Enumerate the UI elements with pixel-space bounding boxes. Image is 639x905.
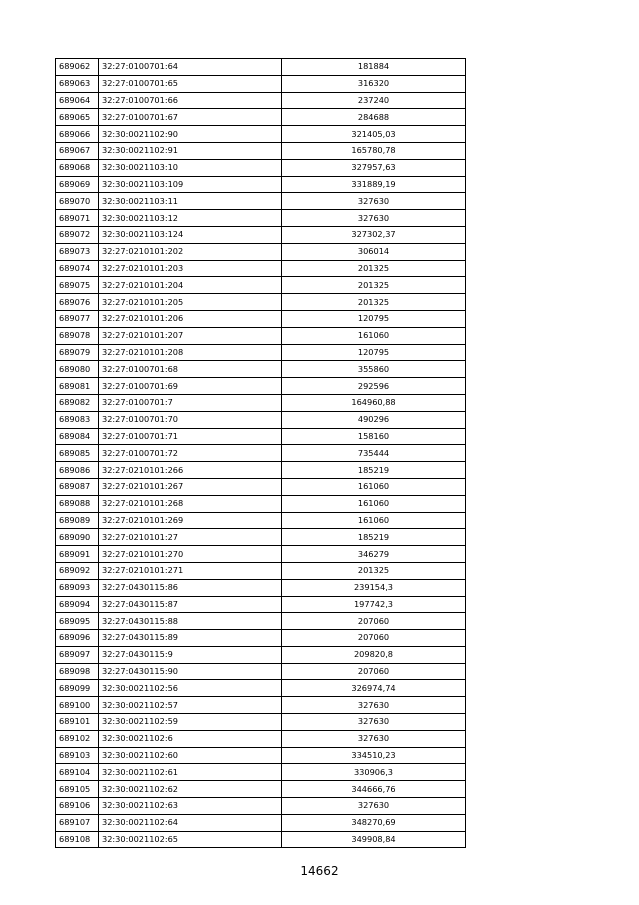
value-cell: 185219 [282,462,466,479]
row-number-cell: 689105 [56,781,99,798]
cadastral-number-cell: 32:27:0210101:208 [99,344,282,361]
row-number-cell: 689077 [56,310,99,327]
cadastral-number-cell: 32:27:0100701:68 [99,361,282,378]
table-row [56,126,466,143]
row-number-cell: 689073 [56,243,99,260]
table-row [56,680,466,697]
cadastral-number-cell: 32:27:0100701:7 [99,394,282,411]
value-cell: 120795 [282,344,466,361]
table-row [56,361,466,378]
value-cell: 209820,8 [282,646,466,663]
table-body [56,59,466,848]
cadastral-number-cell: 32:30:0021103:10 [99,159,282,176]
table-row [56,630,466,647]
row-number-cell: 689089 [56,512,99,529]
cadastral-number-cell: 32:27:0210101:27 [99,529,282,546]
table-row [56,310,466,327]
table-row [56,394,466,411]
cadastral-number-cell: 32:27:0100701:65 [99,75,282,92]
row-number-cell: 689068 [56,159,99,176]
cadastral-number-cell: 32:27:0100701:66 [99,92,282,109]
cadastral-number-cell: 32:30:0021102:63 [99,798,282,815]
cadastral-number-cell: 32:30:0021102:57 [99,697,282,714]
value-cell: 321405,03 [282,126,466,143]
value-cell: 349908,84 [282,831,466,848]
row-number-cell: 689070 [56,193,99,210]
table-row [56,159,466,176]
row-number-cell: 689067 [56,142,99,159]
table-row [56,646,466,663]
table-row [56,193,466,210]
row-number-cell: 689071 [56,210,99,227]
table-row [56,462,466,479]
value-cell: 326974,74 [282,680,466,697]
row-number-cell: 689088 [56,495,99,512]
value-cell: 348270,69 [282,814,466,831]
value-cell: 327630 [282,697,466,714]
cadastral-number-cell: 32:30:0021102:65 [99,831,282,848]
table-row [56,445,466,462]
table-row [56,613,466,630]
value-cell: 346279 [282,546,466,563]
cadastral-number-cell: 32:27:0210101:205 [99,294,282,311]
value-cell: 327630 [282,210,466,227]
table-row [56,798,466,815]
table-row [56,277,466,294]
cadastral-number-cell: 32:27:0100701:69 [99,378,282,395]
value-cell: 185219 [282,529,466,546]
cadastral-number-cell: 32:27:0210101:266 [99,462,282,479]
row-number-cell: 689091 [56,546,99,563]
row-number-cell: 689081 [56,378,99,395]
row-number-cell: 689074 [56,260,99,277]
cadastral-number-cell: 32:27:0430115:89 [99,630,282,647]
value-cell: 164960,88 [282,394,466,411]
cadastral-number-cell: 32:27:0210101:269 [99,512,282,529]
table-row [56,109,466,126]
value-cell: 327630 [282,714,466,731]
row-number-cell: 689084 [56,428,99,445]
row-number-cell: 689101 [56,714,99,731]
table-row [56,814,466,831]
cadastral-number-cell: 32:27:0430115:90 [99,663,282,680]
table-row [56,764,466,781]
row-number-cell: 689066 [56,126,99,143]
cadastral-number-cell: 32:27:0100701:67 [99,109,282,126]
table-row [56,294,466,311]
table-row [56,260,466,277]
value-cell: 161060 [282,327,466,344]
value-cell: 331889,19 [282,176,466,193]
row-number-cell: 689099 [56,680,99,697]
cadastral-number-cell: 32:30:0021103:109 [99,176,282,193]
table-row [56,579,466,596]
row-number-cell: 689085 [56,445,99,462]
cadastral-number-cell: 32:27:0210101:271 [99,562,282,579]
value-cell: 327957,63 [282,159,466,176]
table-row [56,596,466,613]
row-number-cell: 689093 [56,579,99,596]
value-cell: 327630 [282,193,466,210]
cadastral-number-cell: 32:30:0021102:64 [99,814,282,831]
row-number-cell: 689062 [56,59,99,76]
table-row [56,714,466,731]
value-cell: 327302,37 [282,226,466,243]
row-number-cell: 689096 [56,630,99,647]
table-row [56,243,466,260]
cadastral-number-cell: 32:27:0210101:270 [99,546,282,563]
row-number-cell: 689106 [56,798,99,815]
row-number-cell: 689083 [56,411,99,428]
cadastral-number-cell: 32:27:0210101:202 [99,243,282,260]
cadastral-number-cell: 32:27:0430115:9 [99,646,282,663]
table-row [56,747,466,764]
row-number-cell: 689069 [56,176,99,193]
table-row [56,327,466,344]
value-cell: 334510,23 [282,747,466,764]
row-number-cell: 689082 [56,394,99,411]
table-row [56,176,466,193]
value-cell: 161060 [282,512,466,529]
row-number-cell: 689095 [56,613,99,630]
value-cell: 327630 [282,798,466,815]
row-number-cell: 689108 [56,831,99,848]
page-number: 14662 [300,864,339,878]
table-row [56,75,466,92]
table-row [56,831,466,848]
cadastral-number-cell: 32:27:0100701:71 [99,428,282,445]
table-row [56,210,466,227]
table-row [56,781,466,798]
row-number-cell: 689102 [56,730,99,747]
table-row [56,663,466,680]
value-cell: 165780,78 [282,142,466,159]
value-cell: 158160 [282,428,466,445]
value-cell: 284688 [282,109,466,126]
value-cell: 355860 [282,361,466,378]
row-number-cell: 689078 [56,327,99,344]
cadastral-number-cell: 32:27:0210101:207 [99,327,282,344]
value-cell: 292596 [282,378,466,395]
cadastral-number-cell: 32:30:0021102:91 [99,142,282,159]
cadastral-number-cell: 32:30:0021102:6 [99,730,282,747]
cadastral-number-cell: 32:27:0210101:268 [99,495,282,512]
cadastral-number-cell: 32:27:0210101:204 [99,277,282,294]
value-cell: 735444 [282,445,466,462]
table-row [56,546,466,563]
value-cell: 201325 [282,294,466,311]
table-row [56,529,466,546]
cadastral-number-cell: 32:30:0021102:60 [99,747,282,764]
row-number-cell: 689104 [56,764,99,781]
cadastral-number-cell: 32:30:0021102:56 [99,680,282,697]
cadastral-number-cell: 32:30:0021102:62 [99,781,282,798]
table-row [56,512,466,529]
row-number-cell: 689076 [56,294,99,311]
value-cell: 330906,3 [282,764,466,781]
value-cell: 207060 [282,613,466,630]
value-cell: 197742,3 [282,596,466,613]
table-row [56,378,466,395]
table-row [56,344,466,361]
cadastral-number-cell: 32:27:0210101:267 [99,478,282,495]
table-row [56,411,466,428]
value-cell: 201325 [282,260,466,277]
value-cell: 239154,3 [282,579,466,596]
cadastral-number-cell: 32:27:0100701:70 [99,411,282,428]
table-row [56,697,466,714]
row-number-cell: 689063 [56,75,99,92]
value-cell: 207060 [282,663,466,680]
value-cell: 161060 [282,495,466,512]
value-cell: 327630 [282,730,466,747]
value-cell: 120795 [282,310,466,327]
table-row [56,495,466,512]
table-row [56,562,466,579]
row-number-cell: 689079 [56,344,99,361]
table-row [56,226,466,243]
table-row [56,478,466,495]
cadastral-number-cell: 32:27:0210101:203 [99,260,282,277]
value-cell: 201325 [282,562,466,579]
cadastral-number-cell: 32:30:0021103:124 [99,226,282,243]
table-row [56,730,466,747]
cadastral-number-cell: 32:30:0021102:90 [99,126,282,143]
cadastral-number-cell: 32:30:0021102:59 [99,714,282,731]
row-number-cell: 689072 [56,226,99,243]
value-cell: 237240 [282,92,466,109]
row-number-cell: 689100 [56,697,99,714]
cadastral-value-table [55,58,466,848]
cadastral-number-cell: 32:27:0430115:88 [99,613,282,630]
table-row [56,59,466,76]
value-cell: 490296 [282,411,466,428]
cadastral-number-cell: 32:30:0021103:12 [99,210,282,227]
value-cell: 201325 [282,277,466,294]
row-number-cell: 689086 [56,462,99,479]
cadastral-number-cell: 32:27:0100701:72 [99,445,282,462]
cadastral-number-cell: 32:27:0100701:64 [99,59,282,76]
row-number-cell: 689075 [56,277,99,294]
cadastral-number-cell: 32:27:0210101:206 [99,310,282,327]
cadastral-number-cell: 32:27:0430115:86 [99,579,282,596]
row-number-cell: 689103 [56,747,99,764]
row-number-cell: 689080 [56,361,99,378]
row-number-cell: 689098 [56,663,99,680]
row-number-cell: 689064 [56,92,99,109]
table-row [56,428,466,445]
row-number-cell: 689097 [56,646,99,663]
row-number-cell: 689107 [56,814,99,831]
cadastral-number-cell: 32:30:0021103:11 [99,193,282,210]
row-number-cell: 689090 [56,529,99,546]
row-number-cell: 689065 [56,109,99,126]
row-number-cell: 689092 [56,562,99,579]
value-cell: 306014 [282,243,466,260]
value-cell: 181884 [282,59,466,76]
value-cell: 161060 [282,478,466,495]
value-cell: 344666,76 [282,781,466,798]
row-number-cell: 689087 [56,478,99,495]
cadastral-number-cell: 32:27:0430115:87 [99,596,282,613]
table-row [56,92,466,109]
value-cell: 316320 [282,75,466,92]
table-row [56,142,466,159]
value-cell: 207060 [282,630,466,647]
row-number-cell: 689094 [56,596,99,613]
cadastral-number-cell: 32:30:0021102:61 [99,764,282,781]
